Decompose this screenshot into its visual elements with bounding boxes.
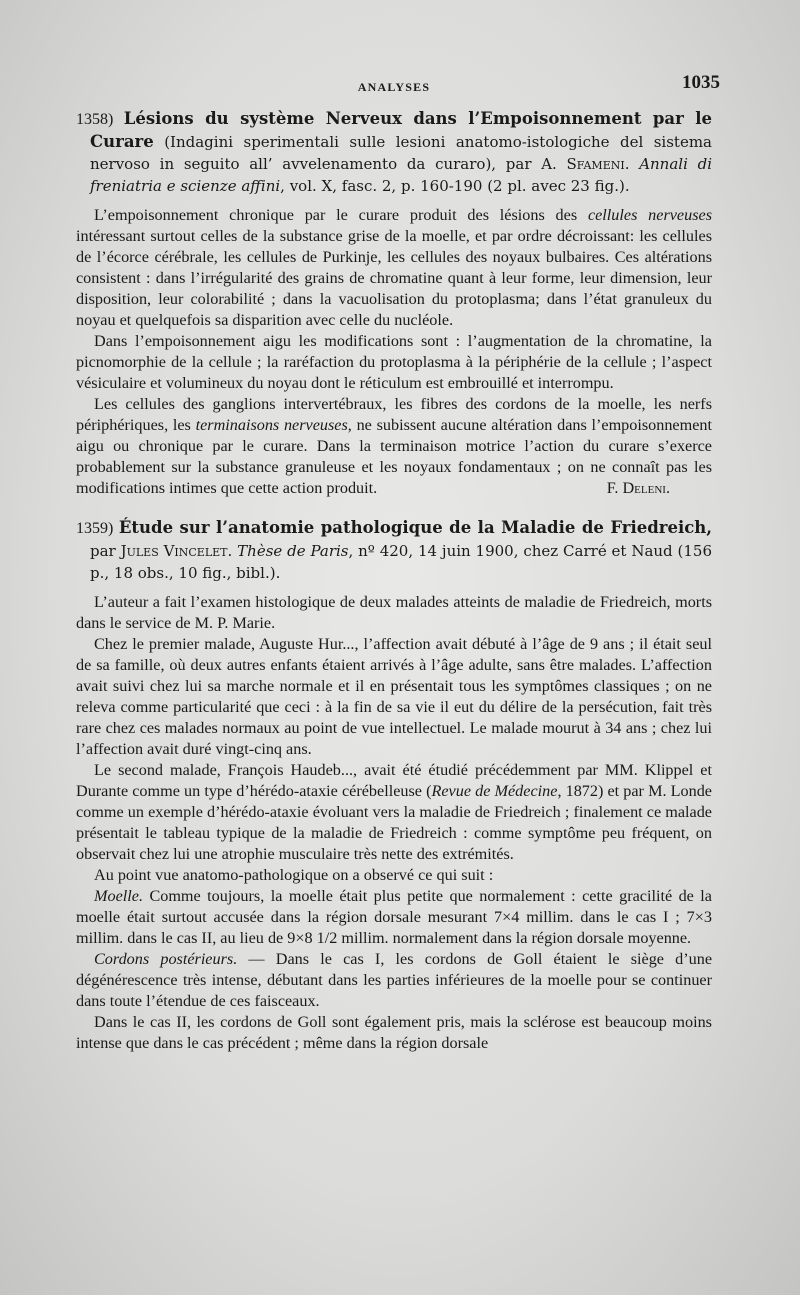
paragraph-text: , ne subissent aucune altération dans l’empoisonnement aigu ou chronique par le curare. Dans la terminaison motrice l’action du curare s’exerce probablement sur la substance granuleuse et les noyaux fondamentaux ; on ne connaît pas les modifications intimes que cette action produit.: [76, 416, 712, 497]
entry-heading-1358: 1358) Lésions du système Nerveux dans l’Empoisonnement par le Curare (Indagini sperimentali sulle lesioni anatomo-istologiche del sistema nervoso in seguito all’ avvelenamento da curaro), par A. Sfameni. Annali di freniatria e scienze affini, vol. X, fasc. 2, p. 160-190 (2 pl. avec 23 fig.).: [76, 109, 712, 195]
signature: F. Deleni.: [606, 479, 670, 497]
paragraph-italic: terminaisons nerveuses: [195, 416, 348, 434]
paragraph: [76, 760, 712, 865]
paragraph-italic: cellules nerveuses: [587, 206, 712, 224]
entry-journal: Thèse de Paris: [237, 542, 349, 560]
paragraph: [76, 1012, 712, 1054]
paragraph-text: Chez le premier malade, Auguste Hur..., l’affection avait débuté à l’âge de 9 ans ; il était seul de sa famille, où deux autres enfants étaient arrivés à l’âge adulte, sans être malades. L’affection avait suivi chez lui sa marche normale et il en présentait tous les symptômes classiques ; on ne releva comme particularité que ceci : à la fin de sa vie il eut du délire de la persécution, fait très rare chez ces malades normaux au point de vue intellectuel. Le malade mourut à 34 ans ; chez lui l’affection avait duré vingt-cinq ans.: [76, 635, 712, 758]
entry-heading-1359: 1359) Étude sur l’anatomie pathologique de la Maladie de Friedreich, par Jules Vincelet. Thèse de Paris, nº 420, 14 juin 1900, chez Carré et Naud (156 p., 18 obs., 10 fig., bibl.).: [76, 518, 712, 582]
entry-number: 1359): [76, 520, 114, 537]
paragraph-italic: Revue de Médecine: [431, 782, 558, 800]
entry-number: 1358): [76, 111, 114, 128]
paragraph-italic: Moelle.: [94, 887, 143, 905]
paragraph: [76, 394, 712, 499]
paragraph-text: intéressant surtout celles de la substance grise de la moelle, et par ordre décroissant: les cellules de l’écorce cérébrale, les cellules de Purkinje, les cellules des noyaux bulbaires. Ces altérations consistent : dans l’irrégularité des grains de chromatine quant à leur forme, leur dimension, leur disposition, leur colorabilité ; dans la vacuolisation du protoplasma; dans l’état granuleux du noyau et quelquefois sa disparition avec celle du nucléole.: [76, 227, 712, 329]
page-header: [76, 68, 720, 108]
entry-title: Lésions du système Nerveux dans l’Empoisonnement par le Curare: [90, 109, 712, 151]
paragraph: [76, 949, 712, 1012]
paragraph-text: Comme toujours, la moelle était plus petite que normalement : cette gracilité de la moelle était surtout accusée dans la région dorsale mesurant 7×4 millim. dans le cas I ; 7×3 millim. dans le cas II, au lieu de 9×8 1/2 millim. normalement dans la région dorsale moyenne.: [76, 887, 712, 947]
entry-citation: , vol. X, fasc. 2, p. 160-190 (2 pl. avec 23 fig.).: [280, 177, 630, 195]
paragraph: [76, 634, 712, 760]
entry-author: Jules Vincelet: [120, 542, 228, 560]
paragraph-text: L’auteur a fait l’examen histologique de deux malades atteints de maladie de Friedreich, morts dans le service de M. P. Marie.: [76, 593, 712, 632]
entry-journal: Annali di freniatria e scienze affini: [90, 155, 712, 195]
paragraph: [76, 592, 712, 634]
paragraph: [76, 205, 712, 331]
entry-subtitle: par: [90, 542, 121, 560]
entry-title: Étude sur l’anatomie pathologique de la Maladie de Friedreich,: [118, 518, 712, 537]
paragraph-text: Dans l’empoisonnement aigu les modifications sont : l’augmentation de la chromatine, la picnomorphie de la cellule ; la raréfaction du protoplasma à la périphérie de la cellule ; l’aspect vésiculaire et volumineux du noyau dont le réticulum est embrouillé et interrompu.: [76, 332, 712, 392]
paragraph-text: , 1872) et par M. Londe comme un exemple d’hérédo-ataxie évoluant vers la maladie de Friedreich ; finalement ce malade présentait le tableau typique de la maladie de Friedreich : comme symptôme peu fréquent, on observait chez lui une atrophie musculaire très nette des extrémités.: [76, 782, 712, 863]
paragraph: [76, 331, 712, 394]
paragraph: [76, 886, 712, 949]
paragraph-text: Les cellules des ganglions intervertébraux, les fibres des cordons de la moelle, les nerfs périphériques, les: [76, 395, 712, 434]
paragraph-text: — Dans le cas I, les cordons de Goll étaient le siège d’une dégénérescence très intense, débutant dans les parties inférieures de la moelle pour se continuer dans toute l’étendue de ces faisceaux.: [76, 950, 713, 1010]
paragraph-text: Au point vue anatomo-pathologique on a observé ce qui suit :: [94, 866, 494, 884]
page-number: 1035: [682, 72, 720, 93]
paragraph-text: L’empoisonnement chronique par le curare produit des lésions des: [94, 206, 588, 224]
paragraph-italic: Cordons postérieurs.: [94, 950, 238, 968]
running-head: ANALYSES: [357, 80, 431, 94]
paragraph-text: Dans le cas II, les cordons de Goll sont également pris, mais la sclérose est beaucoup moins intense que dans le cas précédent ; même dans la région dorsale: [76, 1013, 712, 1052]
entry-citation: , nº 420, 14 juin 1900, chez Carré et Naud (156 p., 18 obs., 10 fig., bibl.).: [90, 542, 712, 582]
entry-subtitle: (Indagini sperimentali sulle lesioni anatomo-istologiche del sistema nervoso in seguito all’ avvelenamento da curaro), par A.: [90, 133, 712, 173]
paragraph: [76, 865, 712, 886]
entry-author: Sfameni: [566, 155, 625, 173]
paragraph-text: Le second malade, François Haudeb..., avait été étudié précédemment par MM. Klippel et Durante comme un type d’hérédo-ataxie cérébelleuse (: [76, 761, 712, 800]
